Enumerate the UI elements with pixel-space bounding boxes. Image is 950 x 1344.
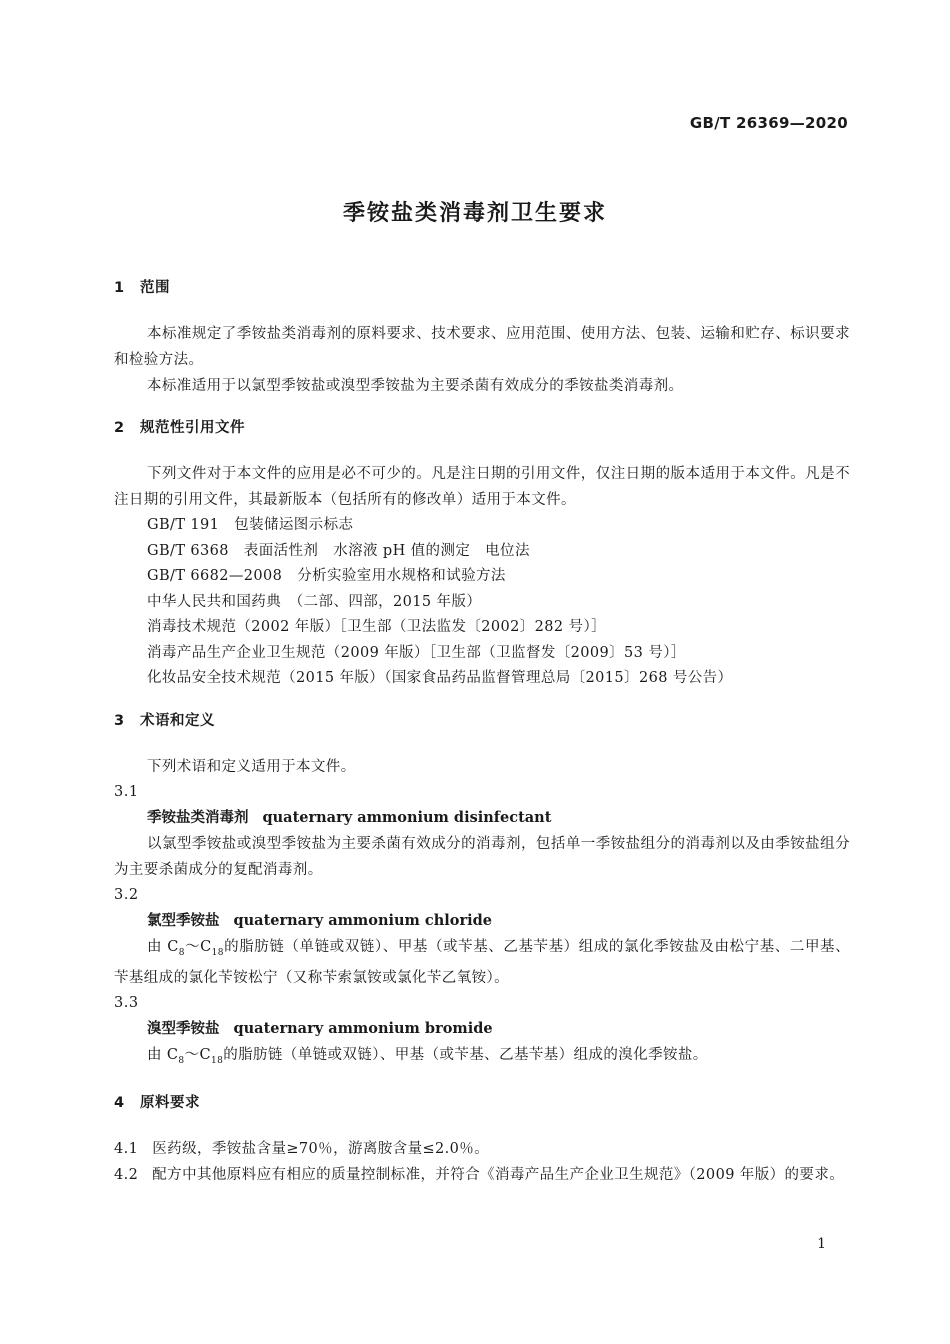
- definition-text: 由 C: [147, 1047, 179, 1064]
- term-en: quaternary ammonium chloride: [233, 911, 492, 929]
- section-3-heading: [114, 708, 850, 734]
- section-1-heading: [114, 275, 850, 301]
- definition-text: ～C: [184, 938, 212, 955]
- section-number: 1: [114, 280, 125, 296]
- section-title: 术语和定义: [140, 712, 215, 729]
- reference-item: GB/T 6368 表面活性剂 水溶液 pH 值的测定 电位法: [147, 542, 530, 559]
- reference-item: 中华人民共和国药典 （二部、四部，2015 年版）: [147, 593, 482, 610]
- scope-paragraph-1: 本标准规定了季铵盐类消毒剂的原料要求、技术要求、应用范围、使用方法、包装、运输和贮存、标识要求和检验方法。: [114, 326, 850, 368]
- term-zh: 氯型季铵盐: [147, 912, 220, 929]
- subscript: 18: [210, 1056, 224, 1067]
- item-number: 4.2: [114, 1167, 139, 1184]
- subscript: 8: [178, 947, 185, 958]
- term-definition: [114, 934, 850, 992]
- term-heading: [114, 908, 850, 934]
- standard-id: GB/T 26369—2020: [689, 114, 848, 132]
- terms-intro: 下列术语和定义适用于本文件。: [147, 758, 356, 775]
- reference-item: 消毒产品生产企业卫生规范（2009 年版）［卫生部（卫监督发〔2009〕53 号）］: [147, 644, 686, 661]
- term-number: 3.1: [114, 783, 139, 800]
- section-title: 原料要求: [140, 1095, 200, 1112]
- section-title: 规范性引用文件: [140, 420, 245, 436]
- section-number: 4: [114, 1095, 125, 1112]
- document-body: [114, 275, 850, 1188]
- term-en: quaternary ammonium disinfectant: [262, 808, 552, 826]
- item-text: 医药级，季铵盐含量≥70％，游离胺含量≤2.0％。: [152, 1141, 490, 1158]
- reference-item: GB/T 191 包装储运图示标志: [147, 517, 354, 533]
- definition-text: 的脂肪链（单链或双链）、甲基（或苄基、乙基苄基）组成的氯化季铵盐及由松宁基、二甲基、苄基组成的氯化苄铵松宁（又称苄索氯铵或氯化苄乙氧铵）。: [114, 938, 851, 987]
- reference-item: 化妆品安全技术规范（2015 年版）（国家食品药品监督管理总局〔2015〕268 号公告）: [147, 670, 733, 686]
- reference-item: 消毒技术规范（2002 年版）［卫生部（卫法监发〔2002〕282 号）］: [147, 619, 606, 635]
- definition-text: ～C: [184, 1047, 211, 1064]
- term-number: 3.3: [114, 995, 139, 1012]
- term-zh: 溴型季铵盐: [147, 1021, 220, 1038]
- requirement-item: [114, 1136, 850, 1162]
- section-number: 2: [114, 420, 125, 436]
- term-definition: 以氯型季铵盐或溴型季铵盐为主要杀菌有效成分的消毒剂，包括单一季铵盐组分的消毒剂以及由季铵盐组分为主要杀菌成分的复配消毒剂。: [114, 835, 850, 878]
- term-heading: [114, 805, 850, 831]
- section-number: 3: [114, 712, 125, 729]
- subscript: 8: [178, 1056, 185, 1067]
- item-number: 4.1: [114, 1141, 139, 1158]
- item-text: 配方中其他原料应有相应的质量控制标准，并符合《消毒产品生产企业卫生规范》（2009 年版）的要求。: [152, 1167, 845, 1184]
- term-number: 3.2: [114, 886, 139, 903]
- definition-text: 的脂肪链（单链或双链）、甲基（或苄基、乙基苄基）组成的溴化季铵盐。: [223, 1047, 708, 1064]
- term-definition: [114, 1042, 850, 1074]
- document-title: 季铵盐类消毒剂卫生要求: [342, 201, 607, 226]
- page-number: 1: [817, 1236, 826, 1252]
- term-en: quaternary ammonium bromide: [233, 1020, 493, 1038]
- reference-item: GB/T 6682—2008 分析实验室用水规格和试验方法: [147, 568, 506, 584]
- requirement-item: [114, 1162, 850, 1188]
- term-heading: [114, 1016, 850, 1042]
- section-title: 范围: [140, 280, 170, 296]
- section-4-heading: [114, 1090, 850, 1116]
- normative-refs-intro: 下列文件对于本文件的应用是必不可少的。凡是注日期的引用文件，仅注日期的版本适用于本文件。凡是不注日期的引用文件，其最新版本（包括所有的修改单）适用于本文件。: [114, 466, 850, 508]
- term-zh: 季铵盐类消毒剂: [147, 809, 249, 826]
- definition-text: 由 C: [147, 938, 179, 955]
- section-2-heading: [114, 415, 850, 441]
- subscript: 18: [211, 947, 224, 958]
- scope-paragraph-2: 本标准适用于以氯型季铵盐或溴型季铵盐为主要杀菌有效成分的季铵盐类消毒剂。: [147, 378, 684, 394]
